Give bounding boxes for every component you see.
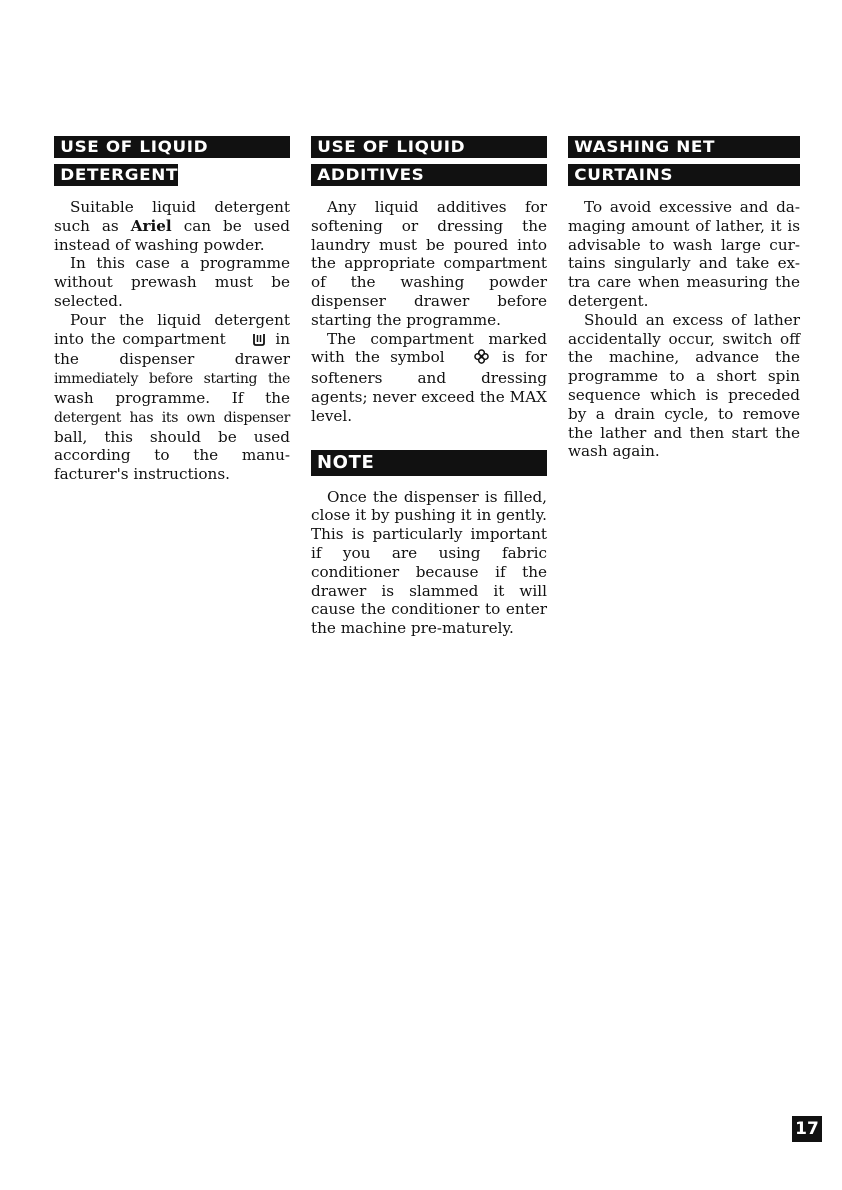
text-run: The compartment marked with the symbol — [311, 329, 547, 367]
note-section — [311, 450, 547, 638]
heading-bar — [54, 136, 290, 158]
paragraph: Should an excess of lather accidentally occur, switch off the machine, advance the programme to a short spin sequence which is preceded by a drain cycle, to remove the lather and then start the wash again. — [568, 310, 800, 461]
text-run: Pour the liquid detergent into the compartment — [54, 310, 290, 348]
text-run: ball, this should be used according to the manu-facturer's instructions. — [54, 427, 290, 484]
heading-bar — [568, 164, 800, 186]
column-liquid-additives — [311, 136, 547, 638]
text-run: wash programme. If the — [54, 388, 290, 407]
note-heading: NOTE — [317, 451, 375, 473]
compartment-symbol-icon — [236, 332, 266, 351]
section-body — [311, 198, 547, 426]
text-run: Suitable liquid detergent such as — [54, 198, 290, 235]
column-liquid-detergent — [54, 136, 290, 484]
paragraph — [54, 311, 290, 484]
text-run: is for softeners and dressing agents; never exceed the MAX level. — [311, 348, 548, 425]
heading-bar — [568, 136, 800, 158]
page-number: 17 — [792, 1116, 822, 1142]
text-run: in the dispenser drawer — [54, 329, 290, 369]
paragraph: To avoid excessive and da-maging amount of lather, it is advisable to wash large cur-tains singularly and take ex-tra care when measuring the detergent. — [568, 198, 800, 310]
brand-name: Ariel — [130, 216, 172, 235]
heading-line: USE OF LIQUID — [317, 137, 466, 156]
heading-line: USE OF LIQUID — [60, 137, 209, 156]
paragraph — [311, 330, 547, 426]
note-body — [311, 488, 547, 638]
heading-line: DETERGENT — [60, 165, 179, 184]
column-washing-net-curtains — [568, 136, 800, 461]
note-heading-bar — [311, 450, 547, 476]
heading-bar — [54, 164, 178, 186]
section-body — [54, 198, 290, 484]
text-run: detergent has its own dispenser — [54, 409, 290, 426]
text-run: immediately before starting the — [54, 371, 290, 388]
heading-line: CURTAINS — [574, 165, 674, 184]
text-run: can be used instead of washing powder. — [54, 216, 291, 254]
paragraph — [54, 198, 290, 254]
heading-bar — [311, 164, 547, 186]
paragraph: Once the dispenser is filled, close it by pushing it in gently. This is particularly important if you are using fabric conditioner because if the drawer is slammed it will cause the conditioner to enter the machine pre-maturely. — [311, 487, 547, 638]
section-body — [568, 198, 800, 461]
paragraph: In this case a programme without prewash must be selected. — [54, 254, 290, 310]
paragraph: Any liquid additives for softening or dressing the laundry must be poured into the appropriate compartment of the washing powder dispenser drawer before starting the programme. — [311, 198, 547, 329]
flower-symbol-icon — [458, 349, 489, 369]
heading-line: ADDITIVES — [317, 165, 425, 184]
heading-line: WASHING NET — [574, 137, 716, 156]
heading-bar — [311, 136, 547, 158]
